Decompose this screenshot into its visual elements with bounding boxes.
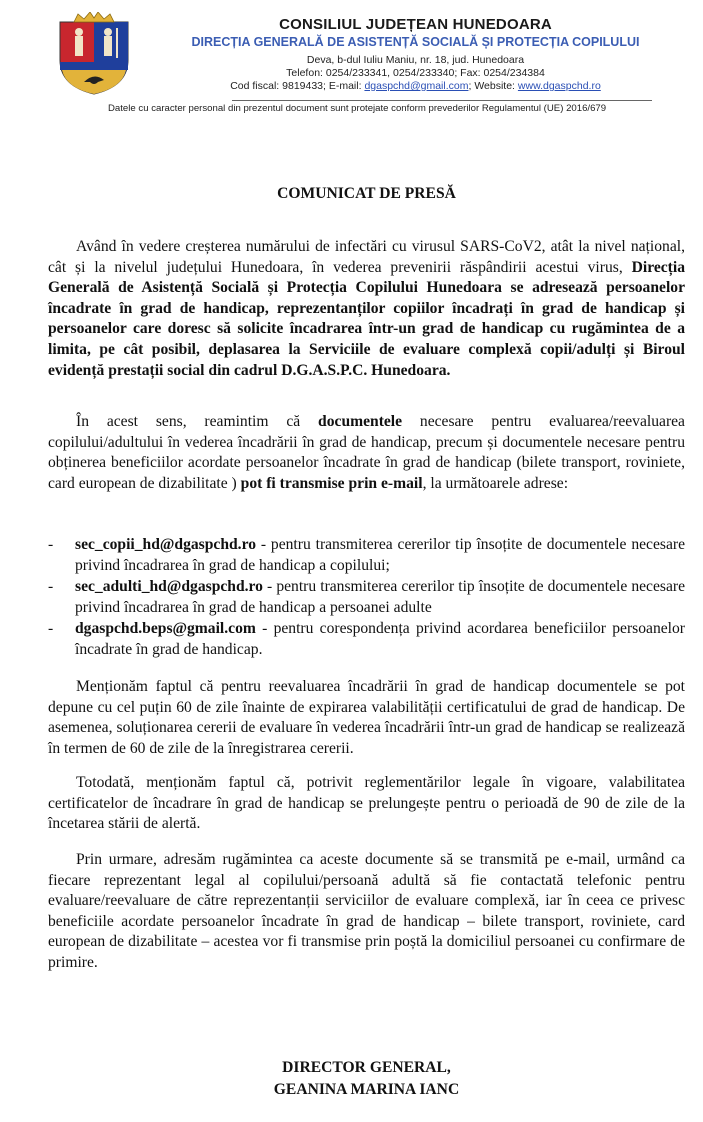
fiscal-contact-line [148, 80, 683, 93]
intro-text: Având în vedere creșterea numărului de infectări cu virusul SARS-CoV2, atât la nivel național, cât și la nivelul județului Hunedoara, în vederea prevenirii răspândirii acestui virus, [48, 238, 685, 276]
phone-fax: Telefon: 0254/233341, 0254/233340; Fax: 0254/234384 [286, 67, 545, 79]
list-item [48, 535, 685, 576]
directorate-name: DIRECȚIA GENERALĂ DE ASISTENȚĂ SOCIALĂ ȘI PROTECȚIA COPILULUI [191, 35, 640, 49]
council-name: CONSILIUL JUDEȚEAN HUNEDOARA [279, 16, 552, 33]
email-address[interactable]: sec_adulti_hd@dgaspchd.ro [75, 578, 263, 595]
email-address[interactable]: sec_copii_hd@dgaspchd.ro [75, 536, 257, 553]
documents-text-c: , la următoarele adrese: [422, 474, 569, 492]
intro-bold-text: Direcția Generală de Asistență Socială și Protecția Copilului Hunedoara se adresează persoanelor încadrate în grad de handicap, reprezentanților copiilor încadrați în grad de handicap și persoanelor care doresc să solicite încadrarea într-un grad de handicap cu rugămintea de a limita, pe cât posibil, deplasarea la Serviciile de evaluare complexă copii/adulți și Biroul evidență prestații social din cadrul D.G.A.S.P.C. Hunedoara. [48, 258, 685, 379]
website-link[interactable]: www.dgaspchd.ro [517, 80, 601, 92]
bullet-dash: - [48, 620, 54, 637]
list-item [48, 577, 685, 618]
paragraph-intro [48, 237, 685, 381]
paragraph-conclusion: Prin urmare, adresăm rugămintea ca aceste documente să se transmită pe e-mail, urmând ca fiecare reprezentant legal al copilului/persoană adultă să fie contactată telefonic pentru evaluare/reevaluare de către reprezentanții serviciilor de evaluare complexă, iar în ceea ce privesc beneficiile acordate persoanelor încadrate în grad de handicap – bilete transport, roviniete, card european de dizabilitate – acestea vor fi transmise prin poștă la domiciliul persoanei cu confirmare de primire. [48, 851, 685, 971]
paragraph-validity: Totodată, menționăm faptul că, potrivit reglementărilor legale în vigoare, valabilitatea certificatelor de încadrare în grad de handicap se prelungește pentru o perioadă de 90 de zile de la încetarea stării de alertă. [48, 774, 685, 833]
address: Deva, b-dul Iuliu Maniu, nr. 18, jud. Hunedoara [306, 54, 525, 66]
bullet-dash: - [48, 578, 54, 595]
letterhead [0, 0, 703, 120]
bullet-text: - pentru corespondența privind acordarea beneficiilor persoanelor încadrate în grad de handicap. [75, 620, 685, 658]
website-prefix: ; Website: [468, 80, 518, 92]
list-item [48, 619, 685, 660]
bullet-text: - pentru transmiterea cererilor tip însoțite de documentele necesare privind încadrarea în grad de handicap a persoanei adulte [75, 578, 685, 616]
documents-bold-b: pot fi transmise prin e-mail [240, 474, 423, 492]
signature-role: DIRECTOR GENERAL, [282, 1059, 451, 1076]
bullet-dash: - [48, 536, 54, 553]
header-divider [232, 100, 652, 101]
bullet-text: - pentru transmiterea cererilor tip însoțite de documentele necesare privind încadrarea în grad de handicap a copilului; [75, 536, 685, 574]
gdpr-note: Datele cu caracter personal din prezentul document sunt protejate conform prevederilor Regulamentul (UE) 2016/679 [108, 103, 607, 114]
document-title: COMUNICAT DE PRESĂ [277, 185, 456, 202]
paragraph-reevaluation: Menționăm faptul că pentru reevaluarea încadrării în grad de handicap documentele se pot depune cu cel puțin 60 de zile înainte de expirarea valabilității certificatului de grad de handicap. De asemenea, soluționarea cererii de evaluare în vederea încadrării într-un grad de handicap se realizează în termen de 60 de zile de la înregistrarea cererii. [48, 678, 685, 757]
email-link[interactable]: dgaspchd@gmail.com [364, 80, 469, 92]
fiscal-prefix: Cod fiscal: 9819433; E-mail: [230, 80, 365, 92]
county-coat-of-arms-icon [48, 12, 140, 96]
email-address[interactable]: dgaspchd.beps@gmail.com [75, 620, 256, 637]
letterhead-text [148, 16, 683, 93]
documents-text-b: necesare pentru evaluarea/reevaluarea copilului/adultului în vederea încadrării în grad de handicap, precum și documentele necesare pentru obținerea beneficiilor acordate persoanelor încadrate în grad de handicap (bilete transport, roviniete, card european de dizabilitate ) [48, 413, 685, 492]
signature-name: GEANINA MARINA IANC [273, 1081, 460, 1098]
documents-text-a: În acest sens, reamintim că [76, 413, 319, 430]
documents-bold-a: documentele [318, 413, 403, 430]
paragraph-documents [48, 412, 685, 494]
